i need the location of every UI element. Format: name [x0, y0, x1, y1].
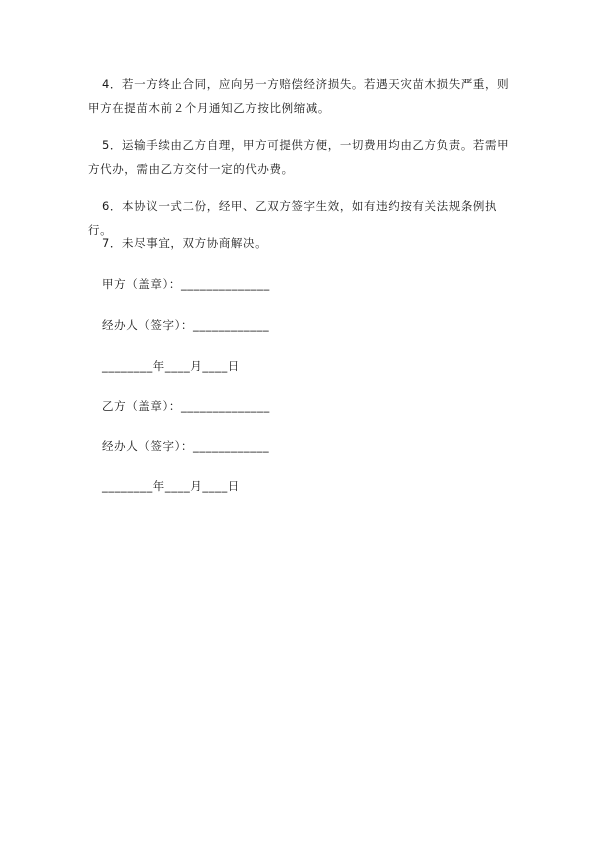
party-b-seal-line: 乙方（盖章）：______________	[102, 399, 270, 413]
clause-6-text: 6．本协议一式二份，经甲、乙双方签字生效，如有违约按有关法规条例执行。	[88, 199, 498, 237]
clause-7	[88, 231, 513, 255]
party-a-seal-line: 甲方（盖章）：______________	[102, 277, 270, 291]
party-b-agent-line: 经办人（签字）：____________	[102, 439, 270, 453]
clause-4	[88, 72, 513, 120]
clause-4-text: 4．若一方终止合同，应向另一方赔偿经济损失。若遇天灾苗木损失严重，则甲方在提苗木前２个月通知乙方按比例缩减。	[88, 77, 510, 115]
clause-5	[88, 133, 513, 181]
clause-5-text: 5．运输手续由乙方自理，甲方可提供方便，一切费用均由乙方负责。若需甲方代办，需由乙方交付一定的代办费。	[88, 138, 510, 176]
party-b-date-line: ________年____月____日	[102, 479, 240, 493]
party-a-date-line: ________年____月____日	[102, 359, 240, 373]
party-a-agent-line: 经办人（签字）：____________	[102, 318, 270, 332]
clause-7-text: 7．未尽事宜，双方协商解决。	[102, 236, 268, 250]
